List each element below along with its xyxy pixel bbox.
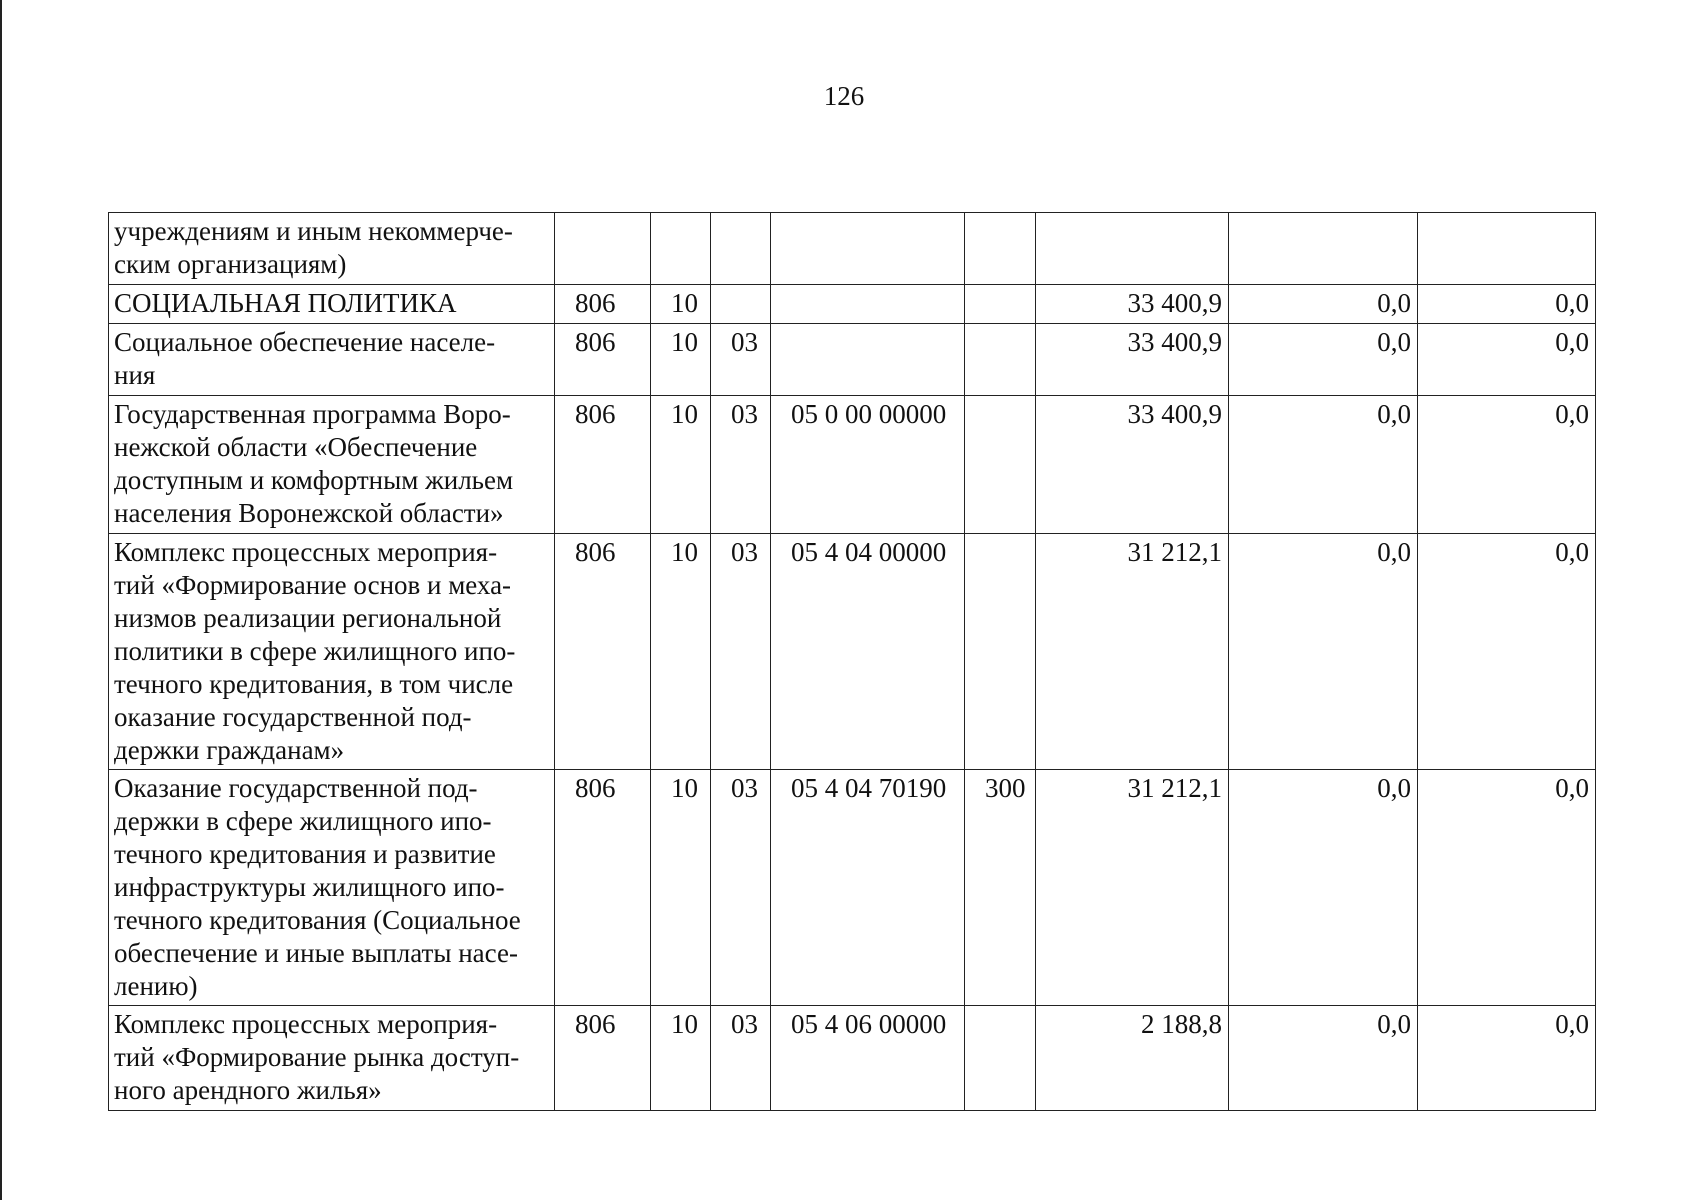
cell-vr: 300	[965, 770, 1036, 1006]
cell-csr	[771, 324, 965, 396]
cell-rz: 10	[651, 1006, 711, 1111]
cell-sum-2: 0,0	[1229, 1006, 1418, 1111]
cell-vr	[965, 324, 1036, 396]
row-name: Комплекс процессных мероприя- тий «Формирование основ и меха- низмов реализации региональной политики в сфере жилищного ипо- течного кредитования, в том числе оказание государственной под- держки гражданам»	[109, 534, 555, 770]
cell-sum-3: 0,0	[1418, 324, 1596, 396]
cell-sum-3: 0,0	[1418, 396, 1596, 534]
cell-gr	[555, 213, 651, 285]
cell-csr: 05 4 06 00000	[771, 1006, 965, 1111]
table-row	[109, 285, 1596, 324]
budget-table	[108, 212, 1596, 1111]
cell-pr	[711, 213, 771, 285]
cell-sum-3: 0,0	[1418, 770, 1596, 1006]
cell-vr	[965, 534, 1036, 770]
row-name: Социальное обеспечение населе- ния	[109, 324, 555, 396]
cell-sum-1: 31 212,1	[1036, 534, 1229, 770]
cell-sum-3: 0,0	[1418, 285, 1596, 324]
cell-gr: 806	[555, 770, 651, 1006]
cell-vr	[965, 396, 1036, 534]
row-name: Комплекс процессных мероприя- тий «Формирование рынка доступ- ного арендного жилья»	[109, 1006, 555, 1111]
row-name: СОЦИАЛЬНАЯ ПОЛИТИКА	[109, 285, 555, 324]
cell-gr: 806	[555, 534, 651, 770]
cell-rz: 10	[651, 770, 711, 1006]
cell-sum-2: 0,0	[1229, 324, 1418, 396]
cell-sum-1: 33 400,9	[1036, 396, 1229, 534]
table-row	[109, 324, 1596, 396]
cell-csr: 05 4 04 70190	[771, 770, 965, 1006]
cell-gr: 806	[555, 1006, 651, 1111]
cell-gr: 806	[555, 285, 651, 324]
cell-rz	[651, 213, 711, 285]
cell-rz: 10	[651, 285, 711, 324]
cell-pr: 03	[711, 396, 771, 534]
cell-gr: 806	[555, 324, 651, 396]
cell-pr	[711, 285, 771, 324]
table-row	[109, 213, 1596, 285]
table-row	[109, 534, 1596, 770]
row-name: учреждениям и иным некоммерче- ским организациям)	[109, 213, 555, 285]
cell-pr: 03	[711, 1006, 771, 1111]
page-edge-line	[0, 0, 2, 1200]
cell-sum-1: 2 188,8	[1036, 1006, 1229, 1111]
cell-sum-1: 33 400,9	[1036, 285, 1229, 324]
table-row	[109, 1006, 1596, 1111]
cell-rz: 10	[651, 324, 711, 396]
cell-sum-2: 0,0	[1229, 285, 1418, 324]
cell-pr: 03	[711, 324, 771, 396]
cell-pr: 03	[711, 770, 771, 1006]
cell-gr: 806	[555, 396, 651, 534]
cell-rz: 10	[651, 534, 711, 770]
cell-sum-1: 31 212,1	[1036, 770, 1229, 1006]
cell-sum-3	[1418, 213, 1596, 285]
cell-sum-3: 0,0	[1418, 534, 1596, 770]
cell-sum-1: 33 400,9	[1036, 324, 1229, 396]
cell-csr	[771, 285, 965, 324]
cell-sum-2: 0,0	[1229, 396, 1418, 534]
cell-sum-1	[1036, 213, 1229, 285]
cell-vr	[965, 1006, 1036, 1111]
cell-sum-2: 0,0	[1229, 534, 1418, 770]
cell-csr: 05 0 00 00000	[771, 396, 965, 534]
table-row	[109, 396, 1596, 534]
row-name: Оказание государственной под- держки в сфере жилищного ипо- течного кредитования и развитие инфраструктуры жилищного ипо- течного кредитования (Социальное обеспечение и иные выплаты насе- лению)	[109, 770, 555, 1006]
cell-vr	[965, 285, 1036, 324]
cell-pr: 03	[711, 534, 771, 770]
cell-sum-3: 0,0	[1418, 1006, 1596, 1111]
cell-vr	[965, 213, 1036, 285]
table-row	[109, 770, 1596, 1006]
cell-sum-2: 0,0	[1229, 770, 1418, 1006]
cell-rz: 10	[651, 396, 711, 534]
cell-sum-2	[1229, 213, 1418, 285]
cell-csr: 05 4 04 00000	[771, 534, 965, 770]
cell-csr	[771, 213, 965, 285]
row-name: Государственная программа Воро- нежской области «Обеспечение доступным и комфортным жильем населения Воронежской области»	[109, 396, 555, 534]
page-number: 126	[823, 81, 865, 111]
